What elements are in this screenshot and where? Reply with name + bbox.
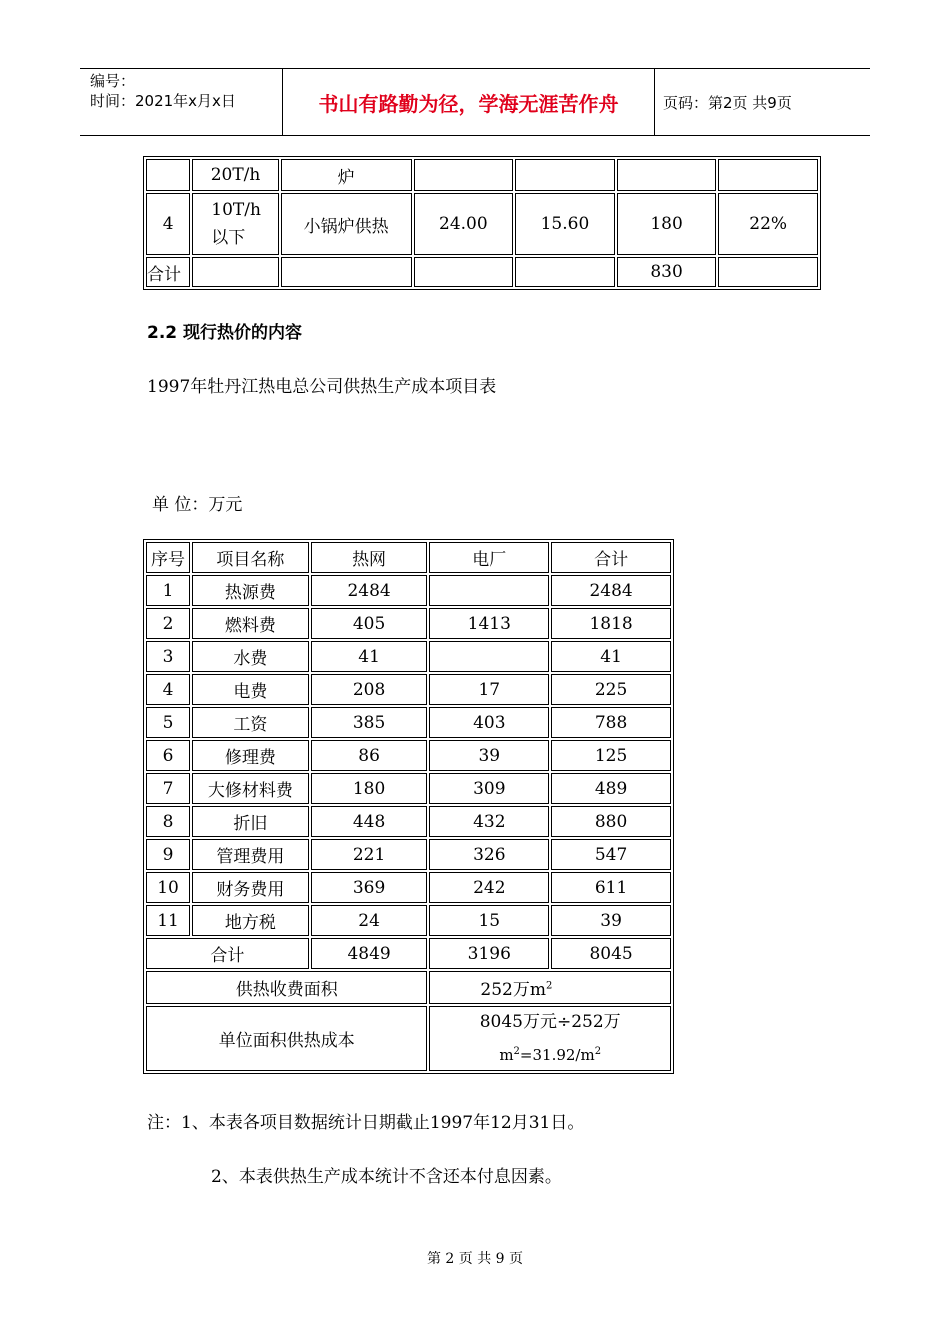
unit-cost-line1: 8045万元÷252万 (479, 1012, 621, 1032)
table-cell: 385 (311, 707, 428, 738)
total-heat-network: 4849 (311, 938, 428, 969)
table-cell (718, 257, 818, 287)
table-cell (515, 257, 615, 287)
header-meta (90, 71, 236, 111)
header-cell: 序号 (146, 542, 190, 573)
area-row (146, 971, 671, 1004)
header-divider (654, 68, 655, 136)
table-cell: 830 (617, 257, 717, 287)
table-cell: 折旧 (192, 806, 309, 837)
table-cell: 8 (146, 806, 190, 837)
table-cell: 热源费 (192, 575, 309, 606)
number-label: 编号： (90, 72, 136, 90)
table-cell: 39 (551, 905, 671, 936)
header-cell: 合计 (551, 542, 671, 573)
table-cell: 221 (311, 839, 428, 870)
table-row (146, 806, 671, 837)
unit-cost-line2-b: =31.92/m (519, 1046, 595, 1064)
page-footer: 第 2 页 共 9 页 (426, 1251, 524, 1267)
table-cell: 180 (617, 193, 717, 255)
table-cell: 9 (146, 839, 190, 870)
note-1: 注：1、本表各项目数据统计日期截止1997年12月31日。 (147, 1113, 585, 1133)
area-value-sup: 2 (546, 980, 553, 992)
table-cell: 修理费 (192, 740, 309, 771)
table-cell: 309 (429, 773, 549, 804)
table-cell: 880 (551, 806, 671, 837)
table-cell: 财务费用 (192, 872, 309, 903)
header-motto: 书山有路勤为径，学海无涯苦作舟 (318, 91, 619, 116)
table-cell: 大修材料费 (192, 773, 309, 804)
table-cell: 15 (429, 905, 549, 936)
table-cell: 15.60 (515, 193, 615, 255)
area-label: 供热收费面积 (146, 971, 427, 1004)
table-row (146, 257, 818, 287)
table-cell (718, 159, 818, 191)
table-cell (617, 159, 717, 191)
table-cell: 小锅炉供热 (281, 193, 412, 255)
unit-cost-row (146, 1006, 671, 1071)
table-cell: 180 (311, 773, 428, 804)
header-cell: 热网 (311, 542, 428, 573)
unit-cost-line2 (430, 1037, 670, 1070)
table-cell: 4 (146, 193, 190, 255)
table-cell: 369 (311, 872, 428, 903)
unit-cost-line2-sup2: 2 (594, 1046, 602, 1057)
header-cell: 电厂 (429, 542, 549, 573)
table-cell (429, 641, 549, 672)
table-cell: 405 (311, 608, 428, 639)
table-cell: 地方税 (192, 905, 309, 936)
table-cell: 448 (311, 806, 428, 837)
table-cell: 工资 (192, 707, 309, 738)
table-row (146, 872, 671, 903)
table-cell: 3 (146, 641, 190, 672)
table-cell: 41 (551, 641, 671, 672)
table-header-row (146, 542, 671, 573)
table-cell: 11 (146, 905, 190, 936)
table-cell: 管理费用 (192, 839, 309, 870)
table-cell: 水费 (192, 641, 309, 672)
table-cell: 合计 (146, 257, 190, 287)
table-row (146, 839, 671, 870)
table-cell: 17 (429, 674, 549, 705)
table-cell: 6 (146, 740, 190, 771)
table-cell: 403 (429, 707, 549, 738)
table-cell: 208 (311, 674, 428, 705)
table-row (146, 608, 671, 639)
heating-source-table (143, 156, 821, 290)
table-cell: 10T/h 以下 (192, 193, 279, 255)
table-cell (281, 257, 412, 287)
table-cell: 326 (429, 839, 549, 870)
table-row (146, 641, 671, 672)
table-cell: 547 (551, 839, 671, 870)
table-cell: 2484 (551, 575, 671, 606)
table-row (146, 707, 671, 738)
table-cell: 24 (311, 905, 428, 936)
header-page-info: 页码：第2页 共9页 (663, 93, 792, 112)
table-cell: 2 (146, 608, 190, 639)
table-cell (192, 257, 279, 287)
table-row (146, 773, 671, 804)
table-cell: 炉 (281, 159, 412, 191)
table-cell: 611 (551, 872, 671, 903)
table-caption: 1997年牡丹江热电总公司供热生产成本项目表 (147, 377, 497, 397)
table-cell: 41 (311, 641, 428, 672)
table-row (146, 159, 818, 191)
table-cell: 电费 (192, 674, 309, 705)
table-cell: 4 (146, 674, 190, 705)
unit-cost-line2-a: m (499, 1046, 514, 1064)
unit-cost-label: 单位面积供热成本 (146, 1006, 427, 1071)
total-sum: 8045 (551, 938, 671, 969)
area-value-text: 252万m (480, 980, 546, 1000)
note-2: 2、本表供热生产成本统计不含还本付息因素。 (211, 1167, 562, 1187)
table-row (146, 674, 671, 705)
section-title: 2.2 现行热价的内容 (147, 323, 303, 343)
table-cell: 22% (718, 193, 818, 255)
header-cell: 项目名称 (192, 542, 309, 573)
table-cell: 5 (146, 707, 190, 738)
table-cell: 1818 (551, 608, 671, 639)
table-cell: 86 (311, 740, 428, 771)
table-cell: 788 (551, 707, 671, 738)
table-cell: 125 (551, 740, 671, 771)
table-row (146, 905, 671, 936)
table-cell: 225 (551, 674, 671, 705)
table-cell: 242 (429, 872, 549, 903)
cost-items-table (143, 539, 674, 1074)
table-cell (429, 575, 549, 606)
table-cell: 20T/h (192, 159, 279, 191)
total-label: 合计 (146, 938, 309, 969)
table-cell: 2484 (311, 575, 428, 606)
table-row (146, 193, 818, 255)
table-cell: 39 (429, 740, 549, 771)
table-cell (414, 257, 514, 287)
table-cell (515, 159, 615, 191)
total-plant: 3196 (429, 938, 549, 969)
unit-cost-value (429, 1006, 671, 1071)
unit-cost-line2-sup: 2 (513, 1046, 520, 1057)
unit-label: 单 位：万元 (152, 495, 243, 515)
table-cell (146, 159, 190, 191)
table-cell: 432 (429, 806, 549, 837)
table-cell: 489 (551, 773, 671, 804)
table-row (146, 575, 671, 606)
area-value (429, 971, 671, 1004)
table-cell: 24.00 (414, 193, 514, 255)
cost-items-body (146, 575, 671, 936)
table-cell: 1413 (429, 608, 549, 639)
table-row (146, 740, 671, 771)
table-cell: 10 (146, 872, 190, 903)
table-cell: 燃料费 (192, 608, 309, 639)
table-cell (414, 159, 514, 191)
total-row (146, 938, 671, 969)
table-cell: 7 (146, 773, 190, 804)
table-cell: 1 (146, 575, 190, 606)
date-label: 时间：2021年x月x日 (90, 92, 236, 110)
